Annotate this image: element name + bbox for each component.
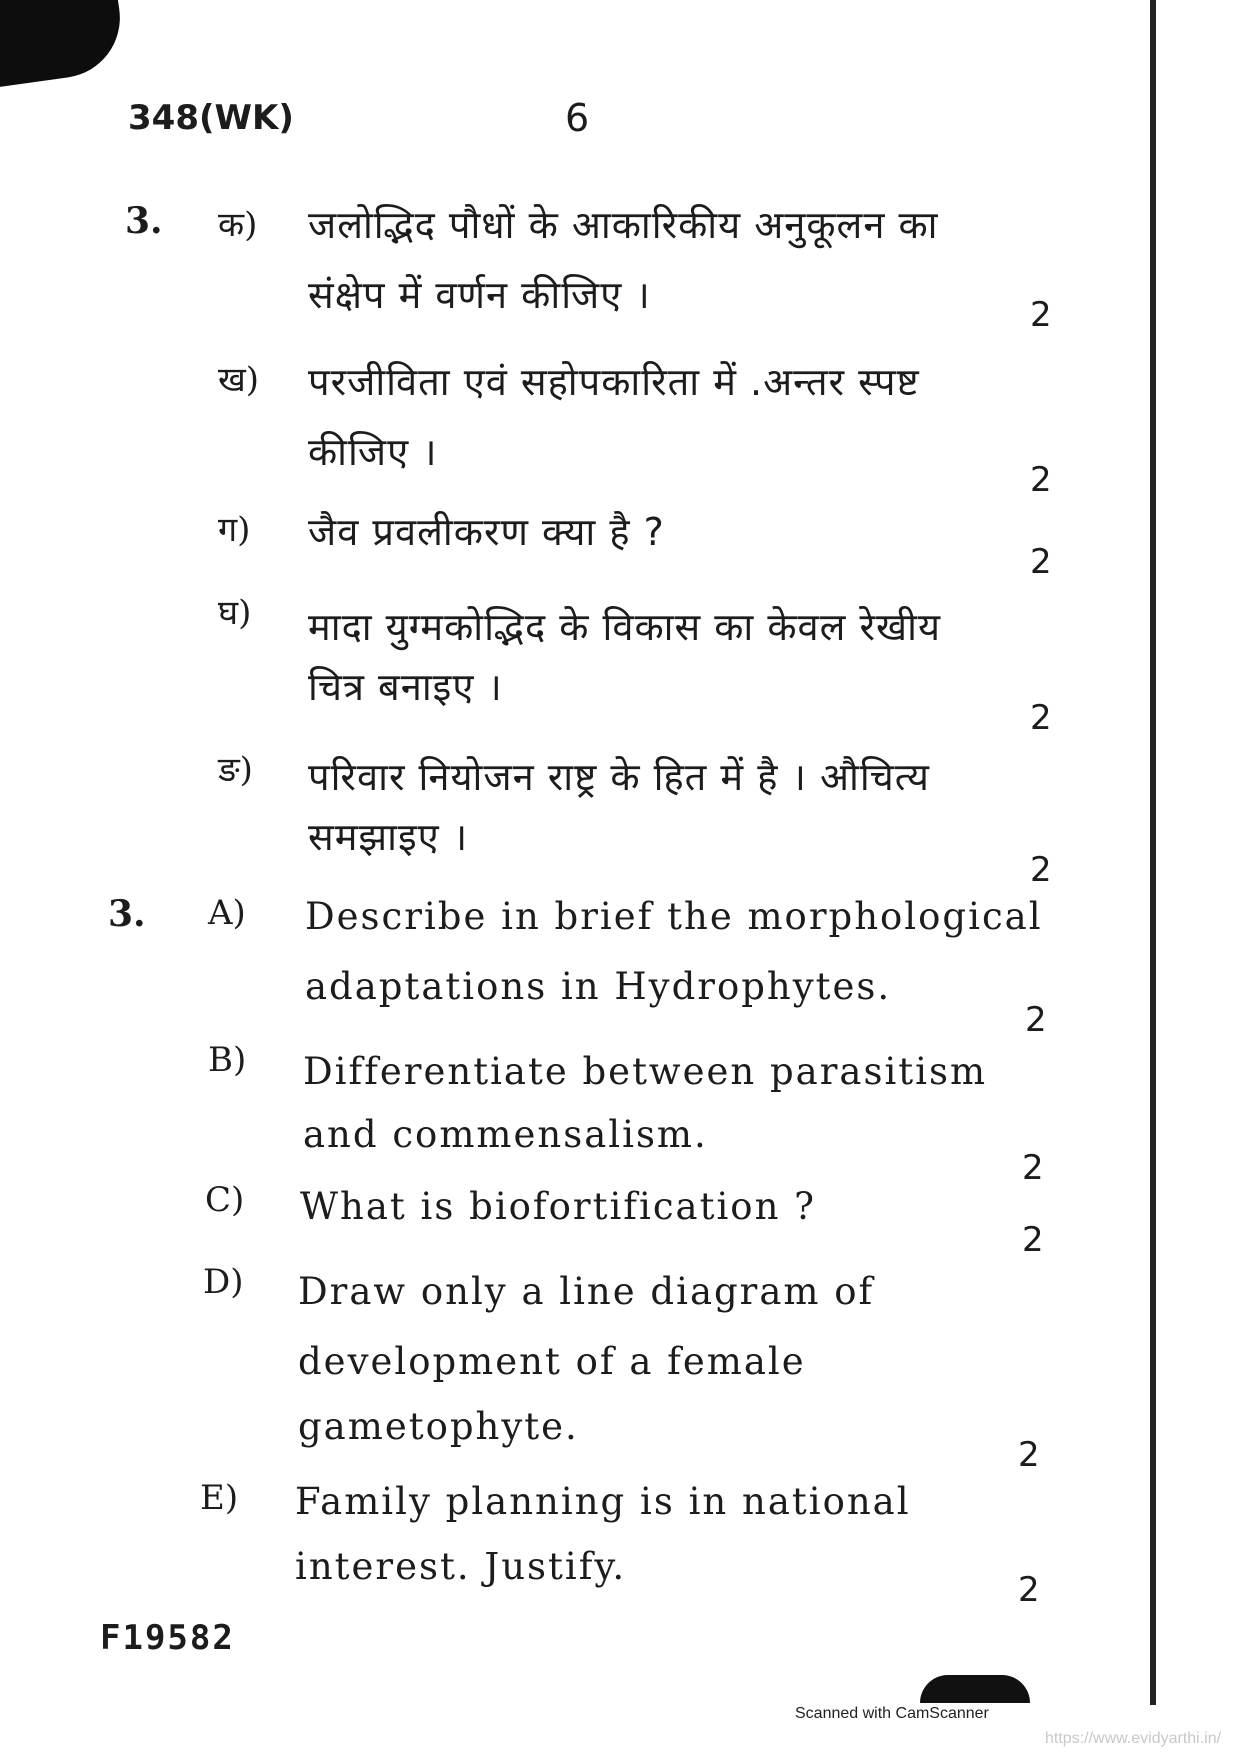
hindi-item-line: चित्र बनाइए । [308, 665, 503, 709]
english-item-label: B) [208, 1040, 247, 1080]
english-question-number: 3. [108, 893, 146, 935]
marks: 2 [1030, 698, 1052, 738]
hindi-item-line: परिवार नियोजन राष्ट्र के हित में है । औचित्य [308, 755, 930, 799]
english-item-line: interest. Justify. [295, 1545, 627, 1588]
marks: 2 [1030, 295, 1052, 335]
marks: 2 [1018, 1435, 1040, 1475]
hindi-item-line: संक्षेप में वर्णन कीजिए । [308, 273, 651, 317]
hindi-item-line: समझाइए । [308, 815, 469, 859]
hindi-item-label: ङ) [218, 750, 253, 790]
hindi-item-line: परजीविता एवं सहोपकारिता में .अन्तर स्पष्ट [308, 360, 920, 404]
marks: 2 [1022, 1148, 1044, 1188]
english-item-line: Family planning is in national [295, 1480, 911, 1523]
scan-shadow-corner [0, 0, 128, 90]
english-item-line: and commensalism. [303, 1113, 708, 1156]
hindi-item-label: ख) [218, 360, 260, 400]
hindi-item-label: क) [218, 205, 258, 245]
english-item-line: Draw only a line diagram of [298, 1270, 875, 1313]
english-item-label: C) [205, 1180, 245, 1220]
paper-code: 348(WK) [128, 98, 294, 138]
hindi-item-label: घ) [218, 593, 252, 633]
english-item-label: D) [203, 1262, 244, 1302]
watermark-url: https://www.evidyarthi.in/ [1045, 1730, 1222, 1747]
marks: 2 [1030, 850, 1052, 890]
hindi-item-line: जलोद्भिद पौधों के आकारिकीय अनुकूलन का [308, 203, 939, 247]
marks: 2 [1025, 1000, 1047, 1040]
hindi-question-number: 3. [125, 200, 163, 242]
marks: 2 [1030, 542, 1052, 582]
marks: 2 [1018, 1570, 1040, 1610]
marks: 2 [1022, 1220, 1044, 1260]
scan-page-edge [1150, 0, 1156, 1705]
english-item-label: A) [208, 893, 246, 933]
marks: 2 [1030, 460, 1052, 500]
hindi-item-line: मादा युग्मकोद्भिद के विकास का केवल रेखीय [308, 605, 942, 649]
english-item-line: What is biofortification ? [300, 1185, 816, 1228]
scan-shadow-bottom [920, 1675, 1030, 1703]
english-item-line: adaptations in Hydrophytes. [305, 965, 892, 1008]
page-number: 6 [565, 96, 590, 140]
scanner-note: Scanned with CamScanner [795, 1705, 989, 1722]
english-item-label: E) [200, 1478, 239, 1518]
english-item-line: development of a female [298, 1340, 806, 1383]
hindi-item-label: ग) [218, 510, 251, 550]
english-item-line: gametophyte. [298, 1405, 579, 1448]
form-code: F19582 [100, 1618, 235, 1658]
hindi-item-line: जैव प्रवलीकरण क्या है ? [308, 510, 665, 554]
hindi-item-line: कीजिए । [308, 430, 438, 474]
english-item-line: Describe in brief the morphological [305, 895, 1043, 938]
english-item-line: Differentiate between parasitism [303, 1050, 988, 1093]
